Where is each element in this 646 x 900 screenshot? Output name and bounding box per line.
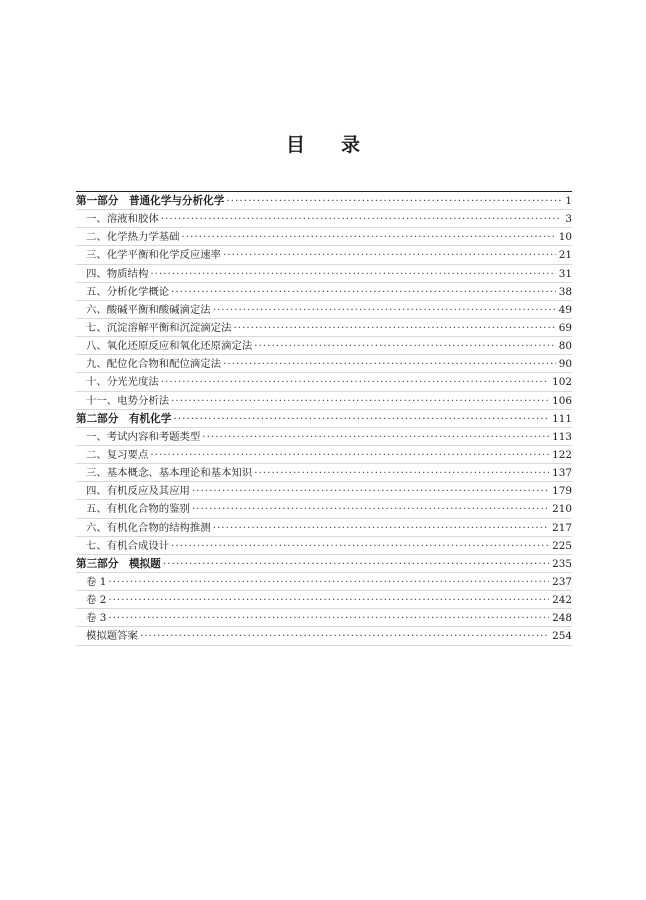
toc-page-number: 235: [552, 557, 572, 570]
toc-leader-dots: [192, 500, 549, 518]
toc-page-number: 31: [558, 267, 572, 280]
toc-page-number: 137: [552, 467, 572, 480]
toc-chapter-entry: [76, 464, 572, 482]
toc-entry-label: 五、有机化合物的鉴别: [86, 503, 190, 516]
toc-entry-label: 卷 3: [86, 612, 107, 625]
toc-entry-label: 第三部分 模拟题: [76, 557, 161, 570]
toc-page-number: 10: [558, 231, 572, 244]
toc-leader-dots: [213, 519, 549, 537]
toc-entry-label: 五、分析化学概论: [86, 285, 170, 298]
toc-page-number: 49: [558, 303, 572, 316]
toc-entry-label: 模拟题答案: [86, 630, 138, 643]
toc-page-number: 217: [552, 521, 572, 534]
toc-leader-dots: [108, 591, 549, 609]
toc-leader-dots: [213, 301, 556, 319]
toc-chapter-entry: [76, 428, 572, 446]
page-title-char-2: 录: [341, 134, 361, 156]
toc-chapter-entry: [76, 573, 572, 591]
toc-chapter-entry: [76, 446, 572, 464]
toc-chapter-entry: [76, 355, 572, 373]
toc-chapter-entry: [76, 228, 572, 246]
toc-entry-label: 二、复习要点: [86, 448, 149, 461]
toc-leader-dots: [161, 210, 563, 228]
toc-entry-label: 九、配位化合物和配位滴定法: [86, 358, 222, 371]
toc-chapter-entry: [76, 246, 572, 264]
toc-chapter-entry: [76, 210, 572, 228]
toc-chapter-entry: [76, 265, 572, 283]
toc-entry-label: 二、化学热力学基础: [86, 231, 180, 244]
toc-entry-label: 三、基本概念、基本理论和基本知识: [86, 467, 253, 480]
toc-chapter-entry: [76, 482, 572, 500]
toc-leader-dots: [150, 446, 549, 464]
toc-entry-label: 三、化学平衡和化学反应速率: [86, 249, 222, 262]
toc-chapter-entry: [76, 591, 572, 609]
toc-entry-label: 一、溶液和胶体: [86, 213, 159, 226]
toc-page-number: 38: [558, 285, 572, 298]
toc-entry-label: 七、有机合成设计: [86, 539, 170, 552]
toc-page-number: 21: [558, 249, 572, 262]
toc-leader-dots: [173, 410, 549, 428]
toc-chapter-entry: [76, 373, 572, 391]
toc-chapter-entry: [76, 627, 572, 645]
toc-part-entry: [76, 192, 572, 210]
page-title-char-1: 目: [285, 134, 305, 156]
toc-entry-label: 六、酸碱平衡和酸碱滴定法: [86, 303, 211, 316]
toc-chapter-entry: [76, 537, 572, 555]
toc-leader-dots: [163, 555, 549, 573]
toc-leader-dots: [108, 573, 549, 591]
toc-entry-label: 卷 1: [86, 575, 107, 588]
toc-page-number: 237: [552, 575, 572, 588]
toc-leader-dots: [254, 464, 549, 482]
toc-leader-dots: [202, 428, 549, 446]
toc-page-number: 248: [552, 612, 572, 625]
toc-page-number: 90: [558, 358, 572, 371]
toc-chapter-entry: [76, 500, 572, 518]
toc-page-number: 210: [552, 503, 572, 516]
toc-leader-dots: [171, 537, 549, 555]
toc-page-number: 106: [552, 394, 572, 407]
toc-page-number: 1: [565, 195, 572, 207]
toc-page-number: 113: [552, 430, 572, 443]
toc-leader-dots: [254, 337, 556, 355]
page-title: [0, 130, 646, 160]
toc-chapter-entry: [76, 319, 572, 337]
toc-leader-dots: [233, 319, 555, 337]
toc-chapter-entry: [76, 392, 572, 410]
toc-entry-label: 四、物质结构: [86, 267, 149, 280]
toc-leader-dots: [223, 355, 556, 373]
toc-leader-dots: [226, 192, 562, 210]
toc-leader-dots: [108, 609, 549, 627]
toc-part-entry: [76, 410, 572, 428]
toc-page-number: 102: [552, 376, 572, 389]
table-of-contents: [76, 191, 572, 646]
toc-entry-label: 第二部分 有机化学: [76, 412, 172, 425]
toc-page-number: 254: [552, 630, 572, 643]
toc-entry-label: 一、考试内容和考题类型: [86, 430, 201, 443]
toc-entry-label: 七、沉淀溶解平衡和沉淀滴定法: [86, 321, 232, 334]
toc-page-number: 3: [565, 213, 572, 226]
toc-entry-label: 六、有机化合物的结构推测: [86, 521, 211, 534]
toc-chapter-entry: [76, 283, 572, 301]
toc-entry-label: 卷 2: [86, 594, 107, 607]
toc-chapter-entry: [76, 519, 572, 537]
toc-page-number: 179: [552, 485, 572, 498]
toc-chapter-entry: [76, 301, 572, 319]
toc-page-number: 111: [552, 412, 572, 425]
toc-leader-dots: [182, 228, 556, 246]
toc-entry-label: 四、有机反应及其应用: [86, 485, 190, 498]
toc-entry-label: 八、氧化还原反应和氧化还原滴定法: [86, 340, 253, 353]
toc-page-number: 122: [552, 448, 572, 461]
toc-leader-dots: [192, 482, 549, 500]
toc-chapter-entry: [76, 337, 572, 355]
toc-page-number: 225: [552, 539, 572, 552]
toc-entry-label: 第一部分 普通化学与分析化学: [76, 195, 225, 207]
toc-entry-label: 十一、电势分析法: [86, 394, 170, 407]
toc-leader-dots: [150, 265, 555, 283]
toc-leader-dots: [161, 373, 549, 391]
toc-leader-dots: [140, 627, 549, 645]
toc-leader-dots: [223, 246, 556, 264]
toc-chapter-entry: [76, 609, 572, 627]
toc-page-number: 242: [552, 594, 572, 607]
toc-part-entry: [76, 555, 572, 573]
toc-leader-dots: [171, 283, 556, 301]
toc-entry-label: 十、分光光度法: [86, 376, 159, 389]
toc-page-number: 80: [558, 340, 572, 353]
toc-page-number: 69: [558, 321, 572, 334]
toc-leader-dots: [171, 392, 549, 410]
